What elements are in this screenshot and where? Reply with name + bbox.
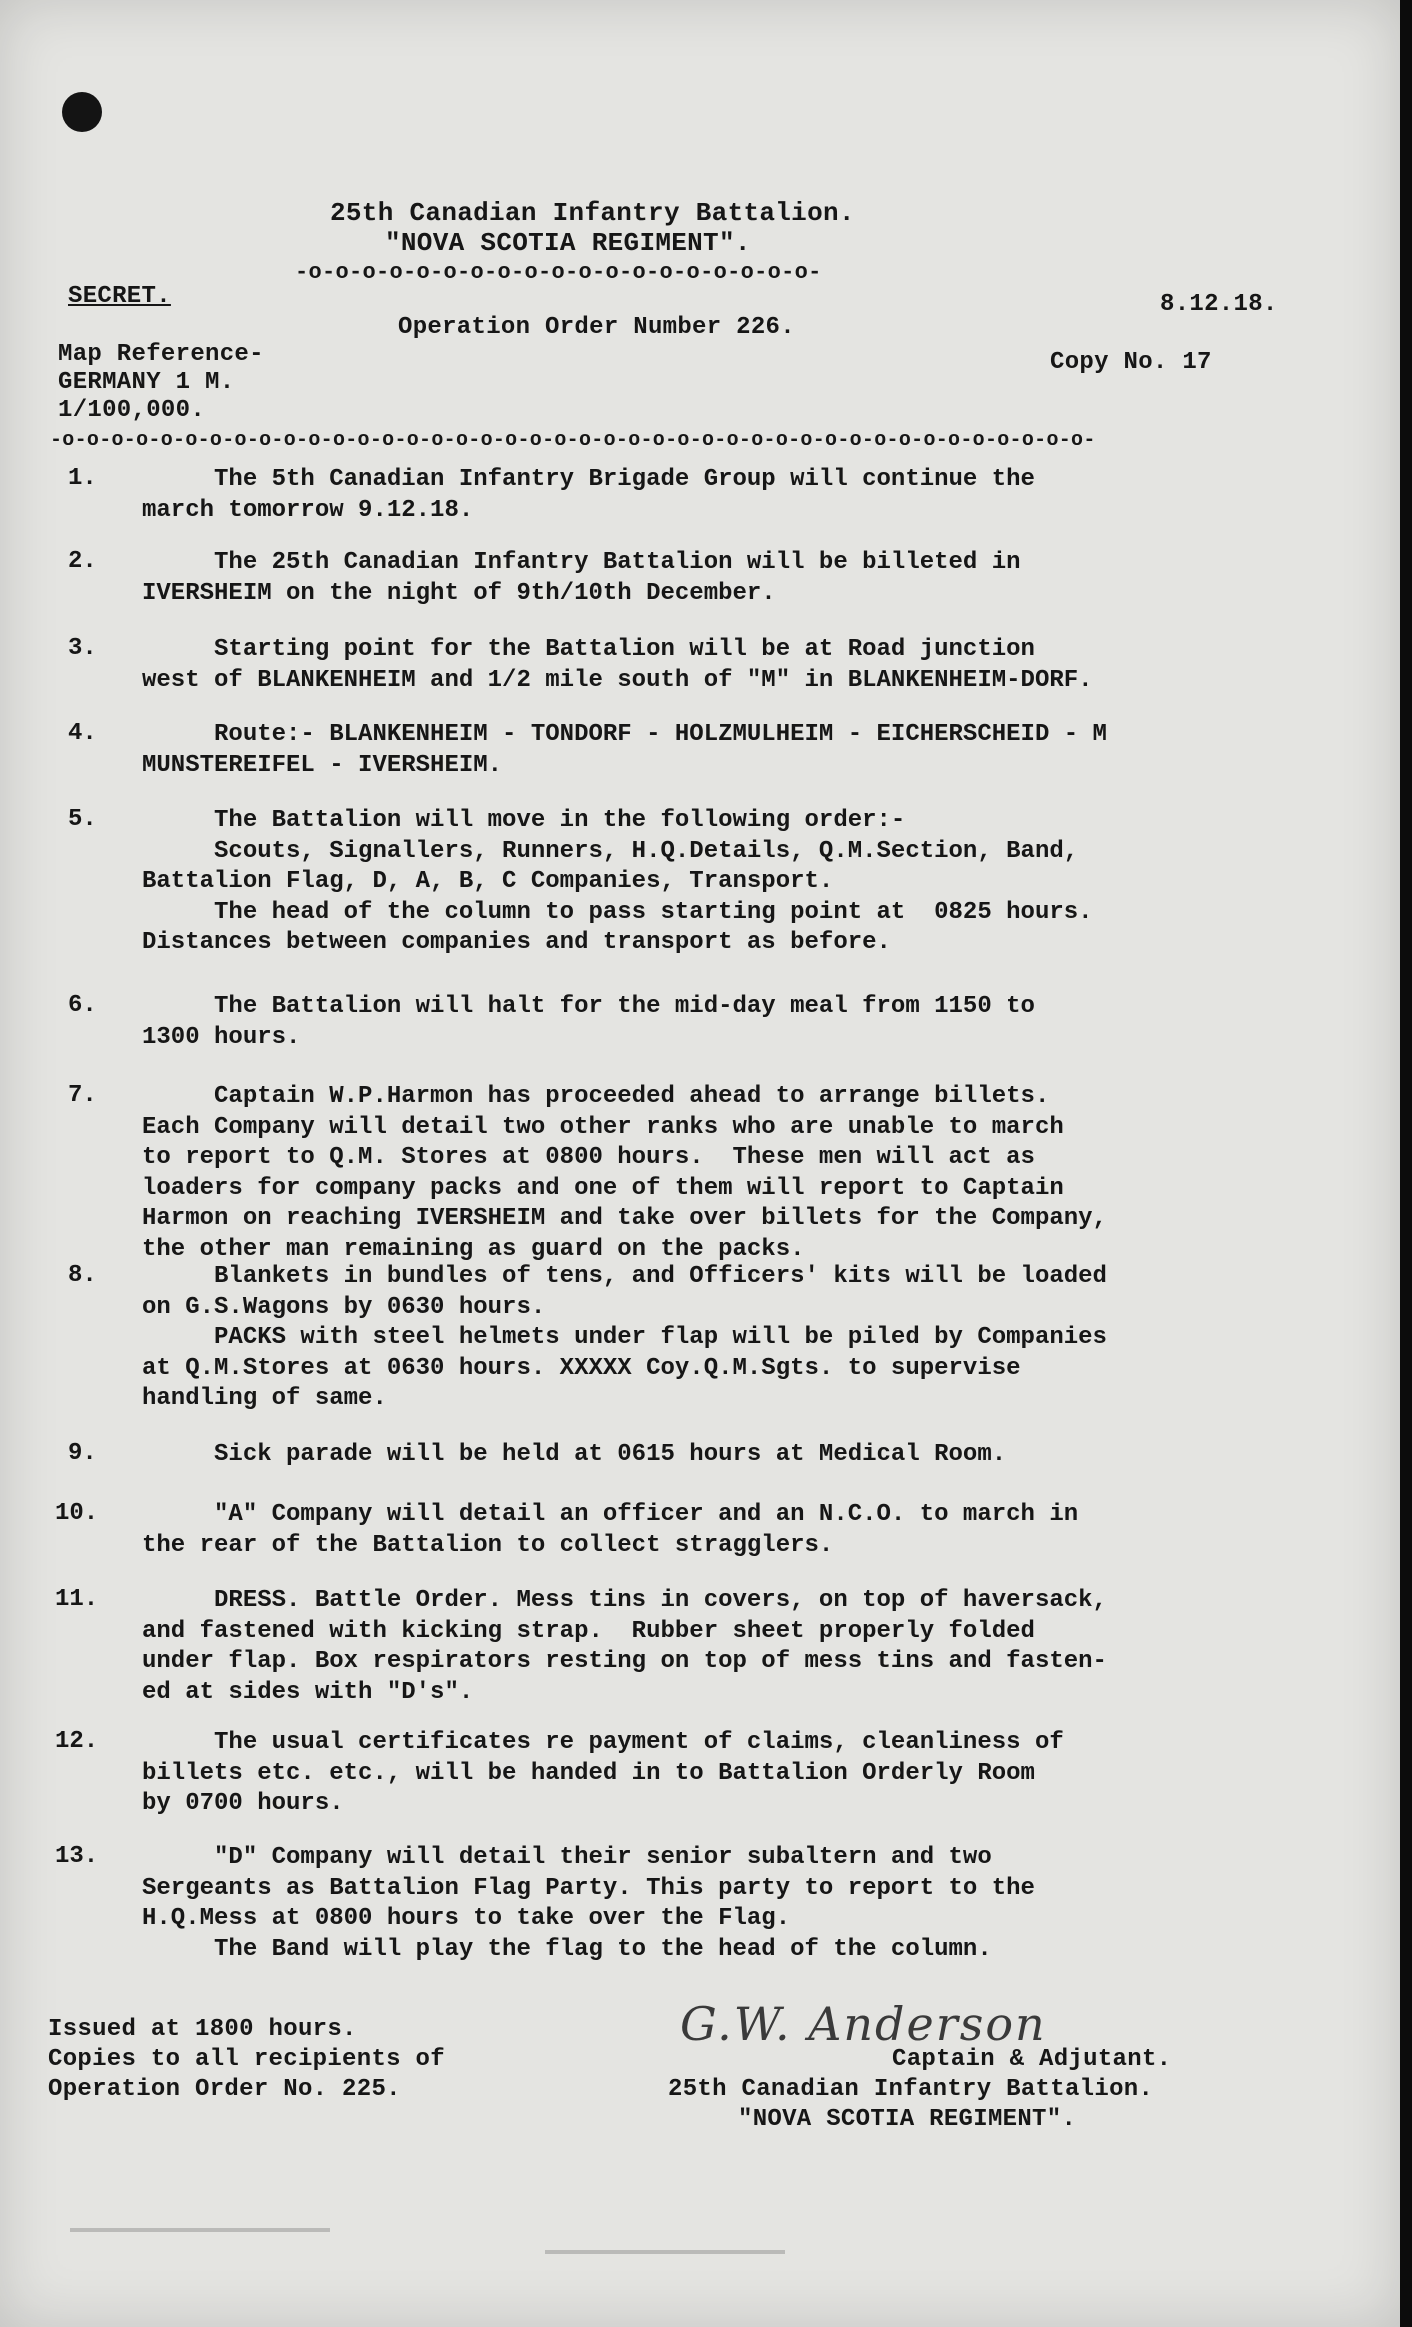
copies-note: Copies to all recipients of: [48, 2046, 445, 2073]
paragraph-9: Sick parade will be held at 0615 hours at Medical Room.: [142, 1441, 1007, 1468]
para-number: 13.: [55, 1843, 99, 1870]
signatory-unit: 25th Canadian Infantry Battalion.: [668, 2076, 1154, 2103]
para-number: 1.: [68, 465, 97, 492]
map-scale: 1/100,000.: [58, 397, 206, 424]
unit-name: 25th Canadian Infantry Battalion.: [330, 198, 855, 228]
para-number: 8.: [68, 1262, 97, 1289]
paragraph-3: Starting point for the Battalion will be at Road junction west of BLANKENHEIM and 1/2 mile south of "M" in BLANKENHEIM-DORF.: [142, 636, 1093, 694]
header-divider: -o-o-o-o-o-o-o-o-o-o-o-o-o-o-o-o-o-o-o-: [295, 260, 822, 285]
para-number: 7.: [68, 1082, 97, 1109]
paragraph-11: DRESS. Battle Order. Mess tins in covers, on top of haversack, and fastened with kicking strap. Rubber sheet properly folded under flap. Box respirators resting on top of mess tins and fasten- ed at sides with "D's".: [142, 1587, 1107, 1706]
paragraph-8: Blankets in bundles of tens, and Officers' kits will be loaded on G.S.Wagons by 0630 hours. PACKS with steel helmets under flap will be piled by Companies at Q.M.Stores at 0630 hours. XXXXX Coy.Q.M.Sgts. to supervise handling of same.: [142, 1263, 1107, 1412]
para-number: 11.: [55, 1586, 99, 1613]
copy-number: Copy No. 17: [1050, 349, 1212, 376]
paragraph-5: The Battalion will move in the following order:- Scouts, Signallers, Runners, H.Q.Details, Q.M.Section, Band, Battalion Flag, D, A, B, C Companies, Transport. The head of the column to pass starting point at 0825 hours. Distances between companies and transport as before.: [142, 807, 1093, 956]
ink-smudge: [545, 2250, 785, 2254]
classification: SECRET.: [68, 283, 171, 310]
paragraph-7: Captain W.P.Harmon has proceeded ahead to arrange billets. Each Company will detail two other ranks who are unable to march to report to Q.M. Stores at 0800 hours. These men will act as loaders for company packs and one of them will report to Captain Harmon on reaching IVERSHEIM and take over billets for the Company, the other man remaining as guard on the packs.: [142, 1083, 1107, 1263]
paragraph-13: "D" Company will detail their senior subaltern and two Sergeants as Battalion Flag Party. This party to report to the H.Q.Mess at 0800 hours to take over the Flag. The Band will play the flag to the head of the column.: [142, 1844, 1035, 1963]
map-sheet: GERMANY 1 M.: [58, 369, 235, 396]
para-number: 6.: [68, 992, 97, 1019]
punch-hole: [62, 92, 102, 132]
para-number: 12.: [55, 1728, 99, 1755]
paragraph-10: "A" Company will detail an officer and an N.C.O. to march in the rear of the Battalion to collect stragglers.: [142, 1501, 1079, 1559]
paragraph-4: Route:- BLANKENHEIM - TONDORF - HOLZMULHEIM - EICHERSCHEID - M MUNSTEREIFEL - IVERSHEIM.: [142, 721, 1107, 779]
para-number: 4.: [68, 720, 97, 747]
regiment-name: "NOVA SCOTIA REGIMENT".: [385, 228, 751, 258]
order-title: Operation Order Number 226.: [398, 314, 795, 341]
para-number: 3.: [68, 635, 97, 662]
para-number: 9.: [68, 1440, 97, 1467]
paragraph-12: The usual certificates re payment of claims, cleanliness of billets etc. etc., will be handed in to Battalion Orderly Room by 0700 hours.: [142, 1729, 1064, 1817]
section-divider: -o-o-o-o-o-o-o-o-o-o-o-o-o-o-o-o-o-o-o-o-o-o-o-o-o-o-o-o-o-o-o-o-o-o-o-o-o-o-o-o-o-o-: [50, 429, 1096, 452]
para-number: 10.: [55, 1500, 99, 1527]
copies-reference: Operation Order No. 225.: [48, 2076, 401, 2103]
ink-smudge: [70, 2228, 330, 2232]
scan-edge: [1400, 0, 1412, 2327]
signature: G.W. Anderson: [680, 1997, 1047, 2051]
para-number: 5.: [68, 806, 97, 833]
order-date: 8.12.18.: [1160, 291, 1278, 318]
paragraph-6: The Battalion will halt for the mid-day meal from 1150 to 1300 hours.: [142, 993, 1035, 1051]
issued-time: Issued at 1800 hours.: [48, 2016, 357, 2043]
signatory-regiment: "NOVA SCOTIA REGIMENT".: [738, 2106, 1077, 2133]
map-reference: Map Reference-: [58, 341, 264, 368]
signatory-rank: Captain & Adjutant.: [892, 2046, 1172, 2073]
paragraph-1: The 5th Canadian Infantry Brigade Group will continue the march tomorrow 9.12.18.: [142, 466, 1035, 524]
paragraph-2: The 25th Canadian Infantry Battalion will be billeted in IVERSHEIM on the night of 9th/10th December.: [142, 549, 1021, 607]
para-number: 2.: [68, 548, 97, 575]
